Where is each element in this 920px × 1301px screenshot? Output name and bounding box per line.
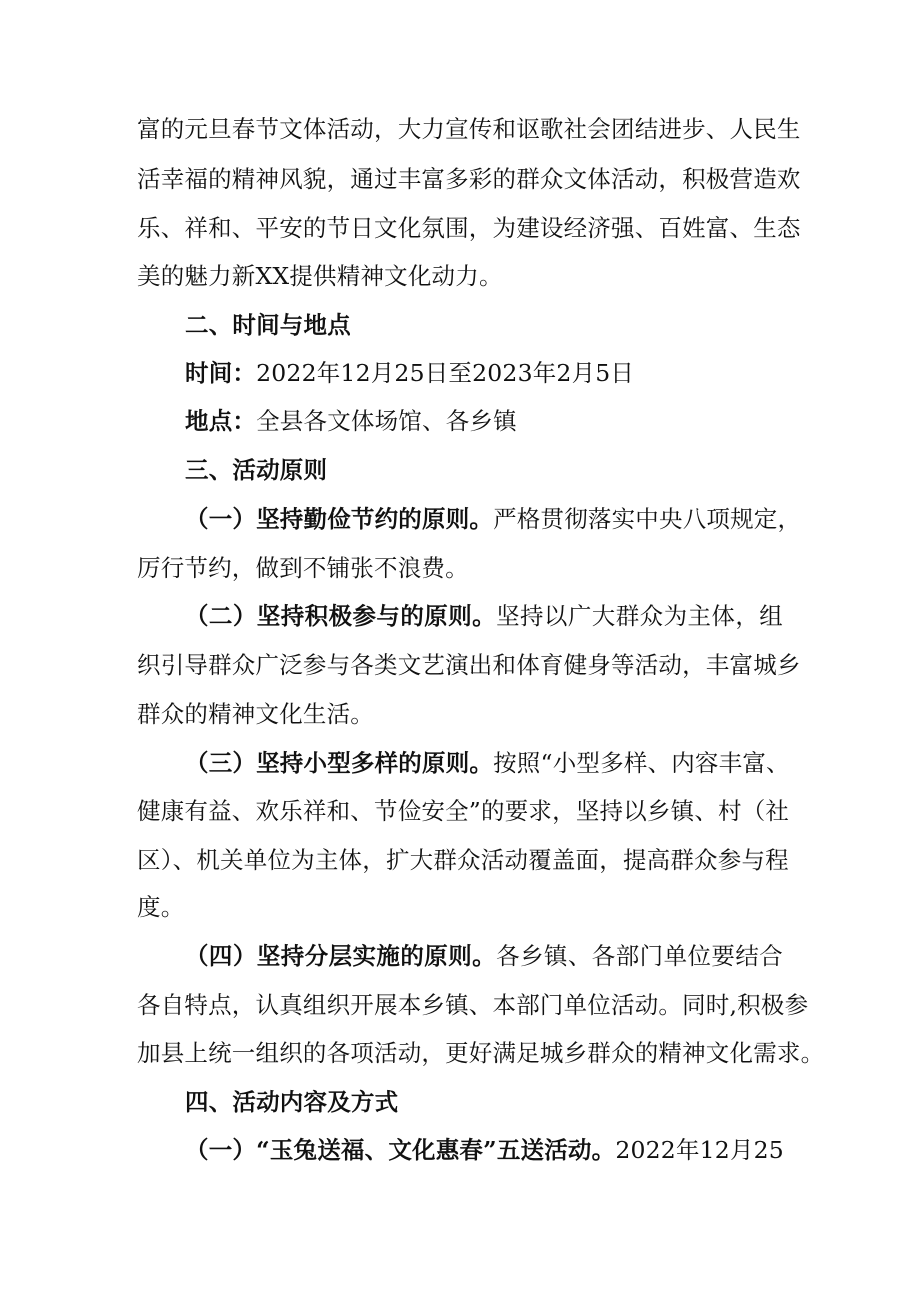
time-row <box>185 358 634 388</box>
principle-3-text: 按照“小型多样、内容丰富、 <box>493 749 790 777</box>
principle-1-lead: （一）坚持勤俭节约的原则。 <box>185 505 494 533</box>
time-value: 2022年12月25日至2023年2月5日 <box>256 359 635 387</box>
principle-2-line-1 <box>185 601 783 631</box>
intro-line-1: 富的元旦春节文体活动，大力宣传和讴歌社会团结进步、人民生 <box>137 115 801 143</box>
principle-3-line-3: 区）、机关单位为主体，扩大群众活动覆盖面，提高群众参与程 <box>137 846 789 874</box>
principle-2-text: 坚持以广大群众为主体，组 <box>496 602 783 630</box>
intro-line-2: 活幸福的精神风貌，通过丰富多彩的群众文体活动，积极营造欢 <box>137 165 801 193</box>
section-4-heading: 四、活动内容及方式 <box>185 1088 399 1116</box>
principle-4-text: 各乡镇、各部门单位要结合 <box>496 942 783 970</box>
principle-3-line-4: 度。 <box>137 893 185 921</box>
principle-2-lead: （二）坚持积极参与的原则。 <box>185 602 497 630</box>
principle-3-line-2: 健康有益、欢乐祥和、节俭安全”的要求，坚持以乡镇、村（社 <box>137 797 790 825</box>
principle-1-text: 严格贯彻落实中央八项规定， <box>493 505 802 533</box>
activity-1-line-1 <box>185 1135 783 1165</box>
intro-line-3: 乐、祥和、平安的节日文化氛围，为建设经济强、百姓富、生态 <box>137 214 801 242</box>
principle-2-line-3: 群众的精神文化生活。 <box>137 700 374 728</box>
principle-2-line-2: 织引导群众广泛参与各类文艺演出和体育健身等活动，丰富城乡 <box>137 651 801 679</box>
principle-4-line-1 <box>185 941 783 971</box>
principle-4-lead: （四）坚持分层实施的原则。 <box>185 942 497 970</box>
place-row <box>185 406 517 436</box>
principle-3-line-1 <box>185 748 790 778</box>
activity-1-lead: （一）“玉兔送福、文化惠春”五送活动。 <box>185 1136 616 1164</box>
principle-3-lead: （三）坚持小型多样的原则。 <box>185 749 494 777</box>
time-label: 时间： <box>185 359 257 387</box>
place-label: 地点： <box>185 407 257 435</box>
activity-1-text: 2022年12月25 <box>615 1136 784 1164</box>
intro-line-4: 美的魅力新XX提供精神文化动力。 <box>137 262 503 290</box>
principle-4-line-2: 各自特点，认真组织开展本乡镇、本部门单位活动。同时,积极参 <box>137 991 809 1019</box>
principle-1-line-2: 厉行节约，做到不铺张不浪费。 <box>137 554 469 582</box>
section-3-heading: 三、活动原则 <box>185 456 328 484</box>
principle-4-line-3: 加县上统一组织的各项活动，更好满足城乡群众的精神文化需求。 <box>137 1039 825 1067</box>
section-2-heading: 二、时间与地点 <box>185 311 351 339</box>
principle-1-line-1 <box>185 504 802 534</box>
place-value: 全县各文体场馆、各乡镇 <box>256 407 517 435</box>
